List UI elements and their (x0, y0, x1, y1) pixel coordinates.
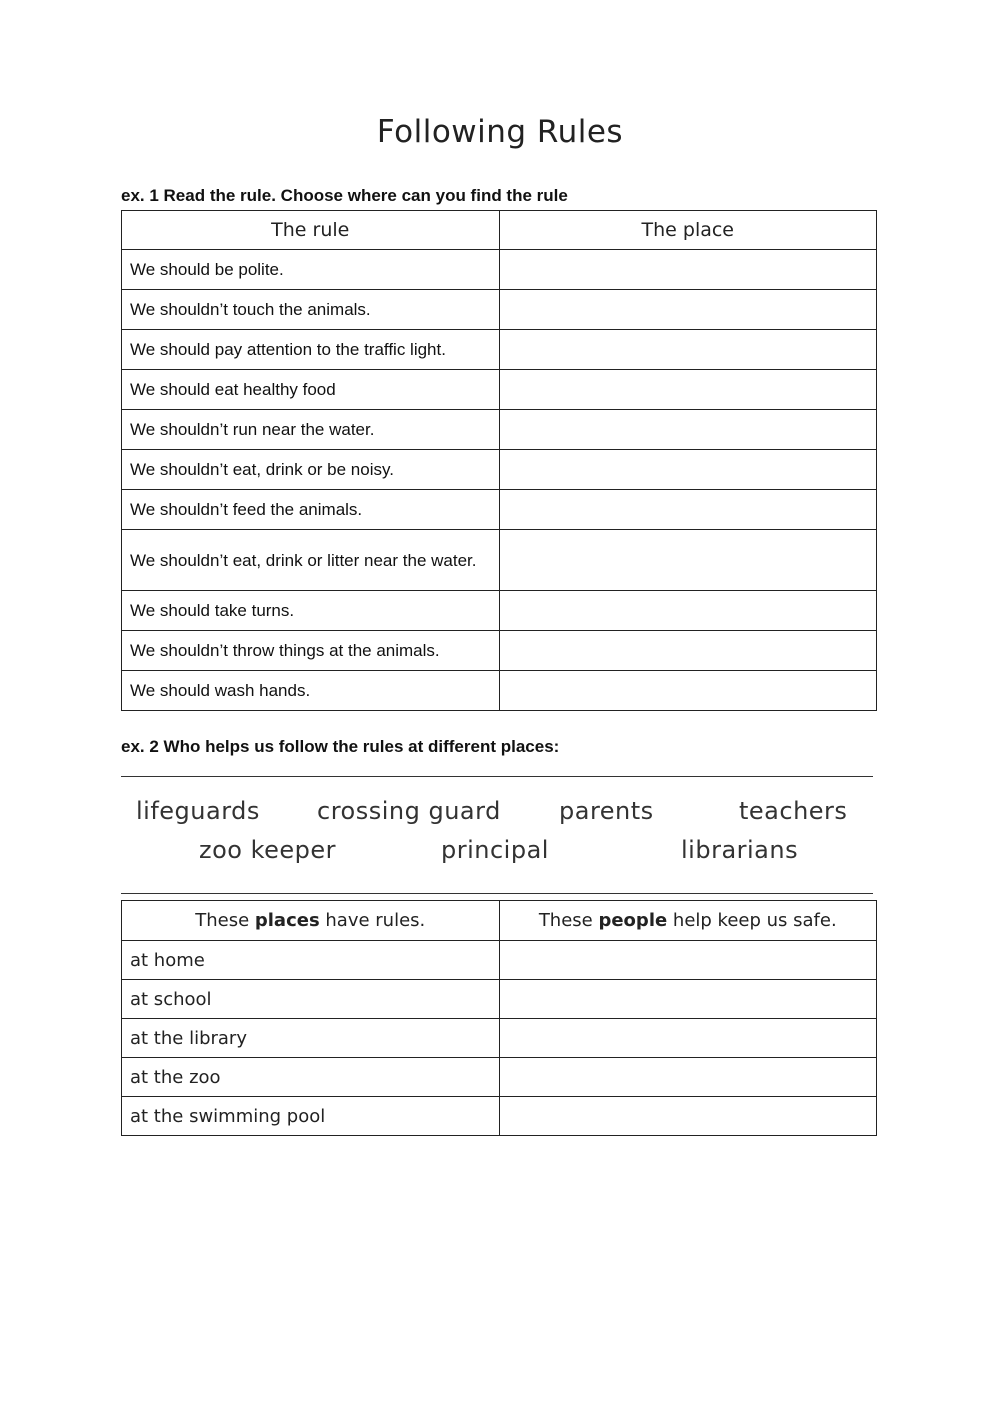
rules-table-header (122, 211, 877, 250)
place-answer-cell[interactable] (499, 370, 877, 410)
table-row (122, 591, 877, 631)
people-answer-cell[interactable] (499, 1019, 877, 1058)
table-row (122, 671, 877, 711)
places-people-table (121, 900, 877, 1136)
table-row (122, 450, 877, 490)
table-row (122, 1058, 877, 1097)
place-answer-cell[interactable] (499, 250, 877, 290)
table-row (122, 250, 877, 290)
word-bank-item[interactable]: principal (441, 836, 549, 864)
people-answer-cell[interactable] (499, 980, 877, 1019)
rule-cell: We should wash hands. (122, 671, 500, 711)
table-row (122, 941, 877, 980)
rule-cell: We shouldn’t feed the animals. (122, 490, 500, 530)
place-cell: at the zoo (122, 1058, 500, 1097)
table-row (122, 631, 877, 671)
table-row (122, 370, 877, 410)
word-bank-item[interactable]: librarians (681, 836, 799, 864)
word-bank-item[interactable]: crossing guard (317, 797, 501, 825)
table-row (122, 980, 877, 1019)
column-header-place: The place (499, 211, 877, 250)
people-answer-cell[interactable] (499, 941, 877, 980)
people-answer-cell[interactable] (499, 1058, 877, 1097)
column-header-places: These places have rules. (122, 901, 500, 941)
place-cell: at school (122, 980, 500, 1019)
word-bank-top-line (121, 776, 873, 777)
column-header-rule: The rule (122, 211, 500, 250)
word-bank-item[interactable]: parents (559, 797, 654, 825)
word-bank-item[interactable]: lifeguards (136, 797, 260, 825)
place-answer-cell[interactable] (499, 330, 877, 370)
rule-cell: We shouldn’t touch the animals. (122, 290, 500, 330)
table-row (122, 410, 877, 450)
place-answer-cell[interactable] (499, 290, 877, 330)
exercise-1-heading: ex. 1 Read the rule. Choose where can you find the rule (121, 186, 568, 205)
rule-cell: We shouldn’t throw things at the animals. (122, 631, 500, 671)
place-cell: at the library (122, 1019, 500, 1058)
word-bank-bottom-line (121, 893, 873, 894)
rule-cell: We shouldn’t eat, drink or litter near the water. (122, 530, 500, 591)
word-bank-item[interactable]: zoo keeper (199, 836, 337, 864)
rules-table (121, 210, 877, 711)
place-answer-cell[interactable] (499, 490, 877, 530)
place-answer-cell[interactable] (499, 591, 877, 631)
table-row (122, 530, 877, 591)
column-header-people: These people help keep us safe. (499, 901, 877, 941)
rule-cell: We should take turns. (122, 591, 500, 631)
table-row (122, 1097, 877, 1136)
rule-cell: We should be polite. (122, 250, 500, 290)
place-cell: at the swimming pool (122, 1097, 500, 1136)
word-bank-item[interactable]: teachers (739, 797, 848, 825)
place-answer-cell[interactable] (499, 410, 877, 450)
table-row (122, 330, 877, 370)
place-answer-cell[interactable] (499, 631, 877, 671)
people-answer-cell[interactable] (499, 1097, 877, 1136)
table-row (122, 1019, 877, 1058)
place-answer-cell[interactable] (499, 530, 877, 591)
exercise-2-heading: ex. 2 Who helps us follow the rules at different places: (121, 737, 560, 756)
rule-cell: We shouldn’t eat, drink or be noisy. (122, 450, 500, 490)
rule-cell: We should eat healthy food (122, 370, 500, 410)
rule-cell: We shouldn’t run near the water. (122, 410, 500, 450)
places-table-header (122, 901, 877, 941)
place-answer-cell[interactable] (499, 671, 877, 711)
place-cell: at home (122, 941, 500, 980)
place-answer-cell[interactable] (499, 450, 877, 490)
table-row (122, 290, 877, 330)
rule-cell: We should pay attention to the traffic light. (122, 330, 500, 370)
worksheet-title: Following Rules (376, 114, 624, 150)
table-row (122, 490, 877, 530)
